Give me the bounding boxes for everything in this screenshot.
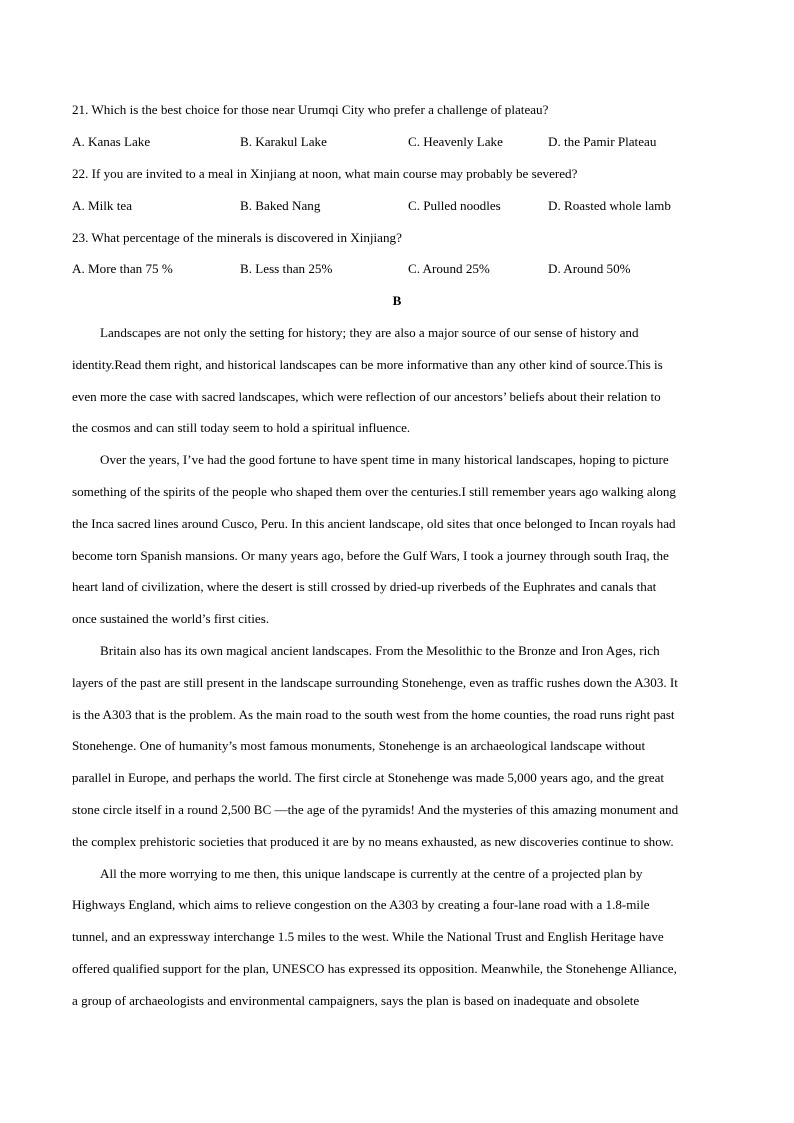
paragraph-line: Landscapes are not only the setting for history; they are also a major source of our sense of history and [100, 325, 639, 340]
question-21-stem: 21. Which is the best choice for those near Urumqi City who prefer a challenge of plateau? [72, 102, 549, 117]
paragraph-line: layers of the past are still present in the landscape surrounding Stonehenge, even as traffic rushes down the A303. It [72, 675, 678, 690]
paragraph-line: parallel in Europe, and perhaps the world. The first circle at Stonehenge was made 5,000 years ago, and the great [72, 770, 665, 785]
question-21-options [72, 134, 724, 150]
paragraph-line: Stonehenge. One of humanity’s most famous monuments, Stonehenge is an archaeological landscape without [72, 738, 646, 753]
paragraph-line: the Inca sacred lines around Cusco, Peru. In this ancient landscape, old sites that once belonged to Incan royals had [72, 516, 676, 531]
question-22-option-a: A. Milk tea [72, 198, 133, 213]
question-21-option-b: B. Karakul Lake [240, 134, 327, 149]
question-22-option-b: B. Baked Nang [240, 198, 321, 213]
paragraph-line: even more the case with sacred landscapes, which were reflection of our ancestors’ beliefs about their relation to [72, 389, 661, 404]
paragraph-line: All the more worrying to me then, this unique landscape is currently at the centre of a projected plan by [100, 866, 643, 881]
question-21-option-d: D. the Pamir Plateau [548, 134, 657, 149]
paragraph-line: once sustained the world’s first cities. [72, 611, 270, 626]
question-21-option-a: A. Kanas Lake [72, 134, 151, 149]
question-21-option-c: C. Heavenly Lake [408, 134, 503, 149]
paragraph-line: the cosmos and can still today seem to hold a spiritual influence. [72, 420, 411, 435]
question-23-option-d: D. Around 50% [548, 261, 631, 276]
question-22-options [72, 198, 724, 214]
question-23-option-a: A. More than 75 % [72, 261, 173, 276]
question-23-stem: 23. What percentage of the minerals is discovered in Xinjiang? [72, 230, 402, 245]
question-23-option-c: C. Around 25% [408, 261, 490, 276]
paragraph-line: offered qualified support for the plan, UNESCO has expressed its opposition. Meanwhile, the Stonehenge Alliance, [72, 961, 677, 976]
paragraph-line: something of the spirits of the people who shaped them over the centuries.I still remember years ago walking along [72, 484, 676, 499]
paragraph-line: the complex prehistoric societies that produced it are by no means exhausted, as new discoveries continue to show. [72, 834, 674, 849]
paragraph-line: is the A303 that is the problem. As the main road to the south west from the home counties, the road runs right past [72, 707, 675, 722]
paragraph-line: a group of archaeologists and environmental campaigners, says the plan is based on inadequate and obsolete [72, 993, 640, 1008]
paragraph-line: identity.Read them right, and historical landscapes can be more informative than any other kind of source.This is [72, 357, 663, 372]
paragraph-line: Over the years, I’ve had the good fortune to have spent time in many historical landscapes, hoping to picture [100, 452, 669, 467]
question-22-option-d: D. Roasted whole lamb [548, 198, 671, 213]
paragraph-line: heart land of civilization, where the desert is still crossed by dried-up riverbeds of the Euphrates and canals that [72, 579, 657, 594]
paragraph-line: become torn Spanish mansions. Or many years ago, before the Gulf Wars, I took a journey through south Iraq, the [72, 548, 669, 563]
paragraph-line: Highways England, which aims to relieve congestion on the A303 by creating a four-lane road with a 1.8-mile [72, 897, 650, 912]
paragraph-line: stone circle itself in a round 2,500 BC —the age of the pyramids! And the mysteries of this amazing monument and [72, 802, 679, 817]
paragraph-line: tunnel, and an expressway interchange 1.5 miles to the west. While the National Trust and English Heritage have [72, 929, 664, 944]
question-22-stem: 22. If you are invited to a meal in Xinjiang at noon, what main course may probably be severed? [72, 166, 578, 181]
paragraph-line: Britain also has its own magical ancient landscapes. From the Mesolithic to the Bronze and Iron Ages, rich [100, 643, 660, 658]
section-heading: B [392, 293, 402, 308]
question-23-option-b: B. Less than 25% [240, 261, 333, 276]
question-22-option-c: C. Pulled noodles [408, 198, 501, 213]
question-23-options [72, 261, 724, 277]
